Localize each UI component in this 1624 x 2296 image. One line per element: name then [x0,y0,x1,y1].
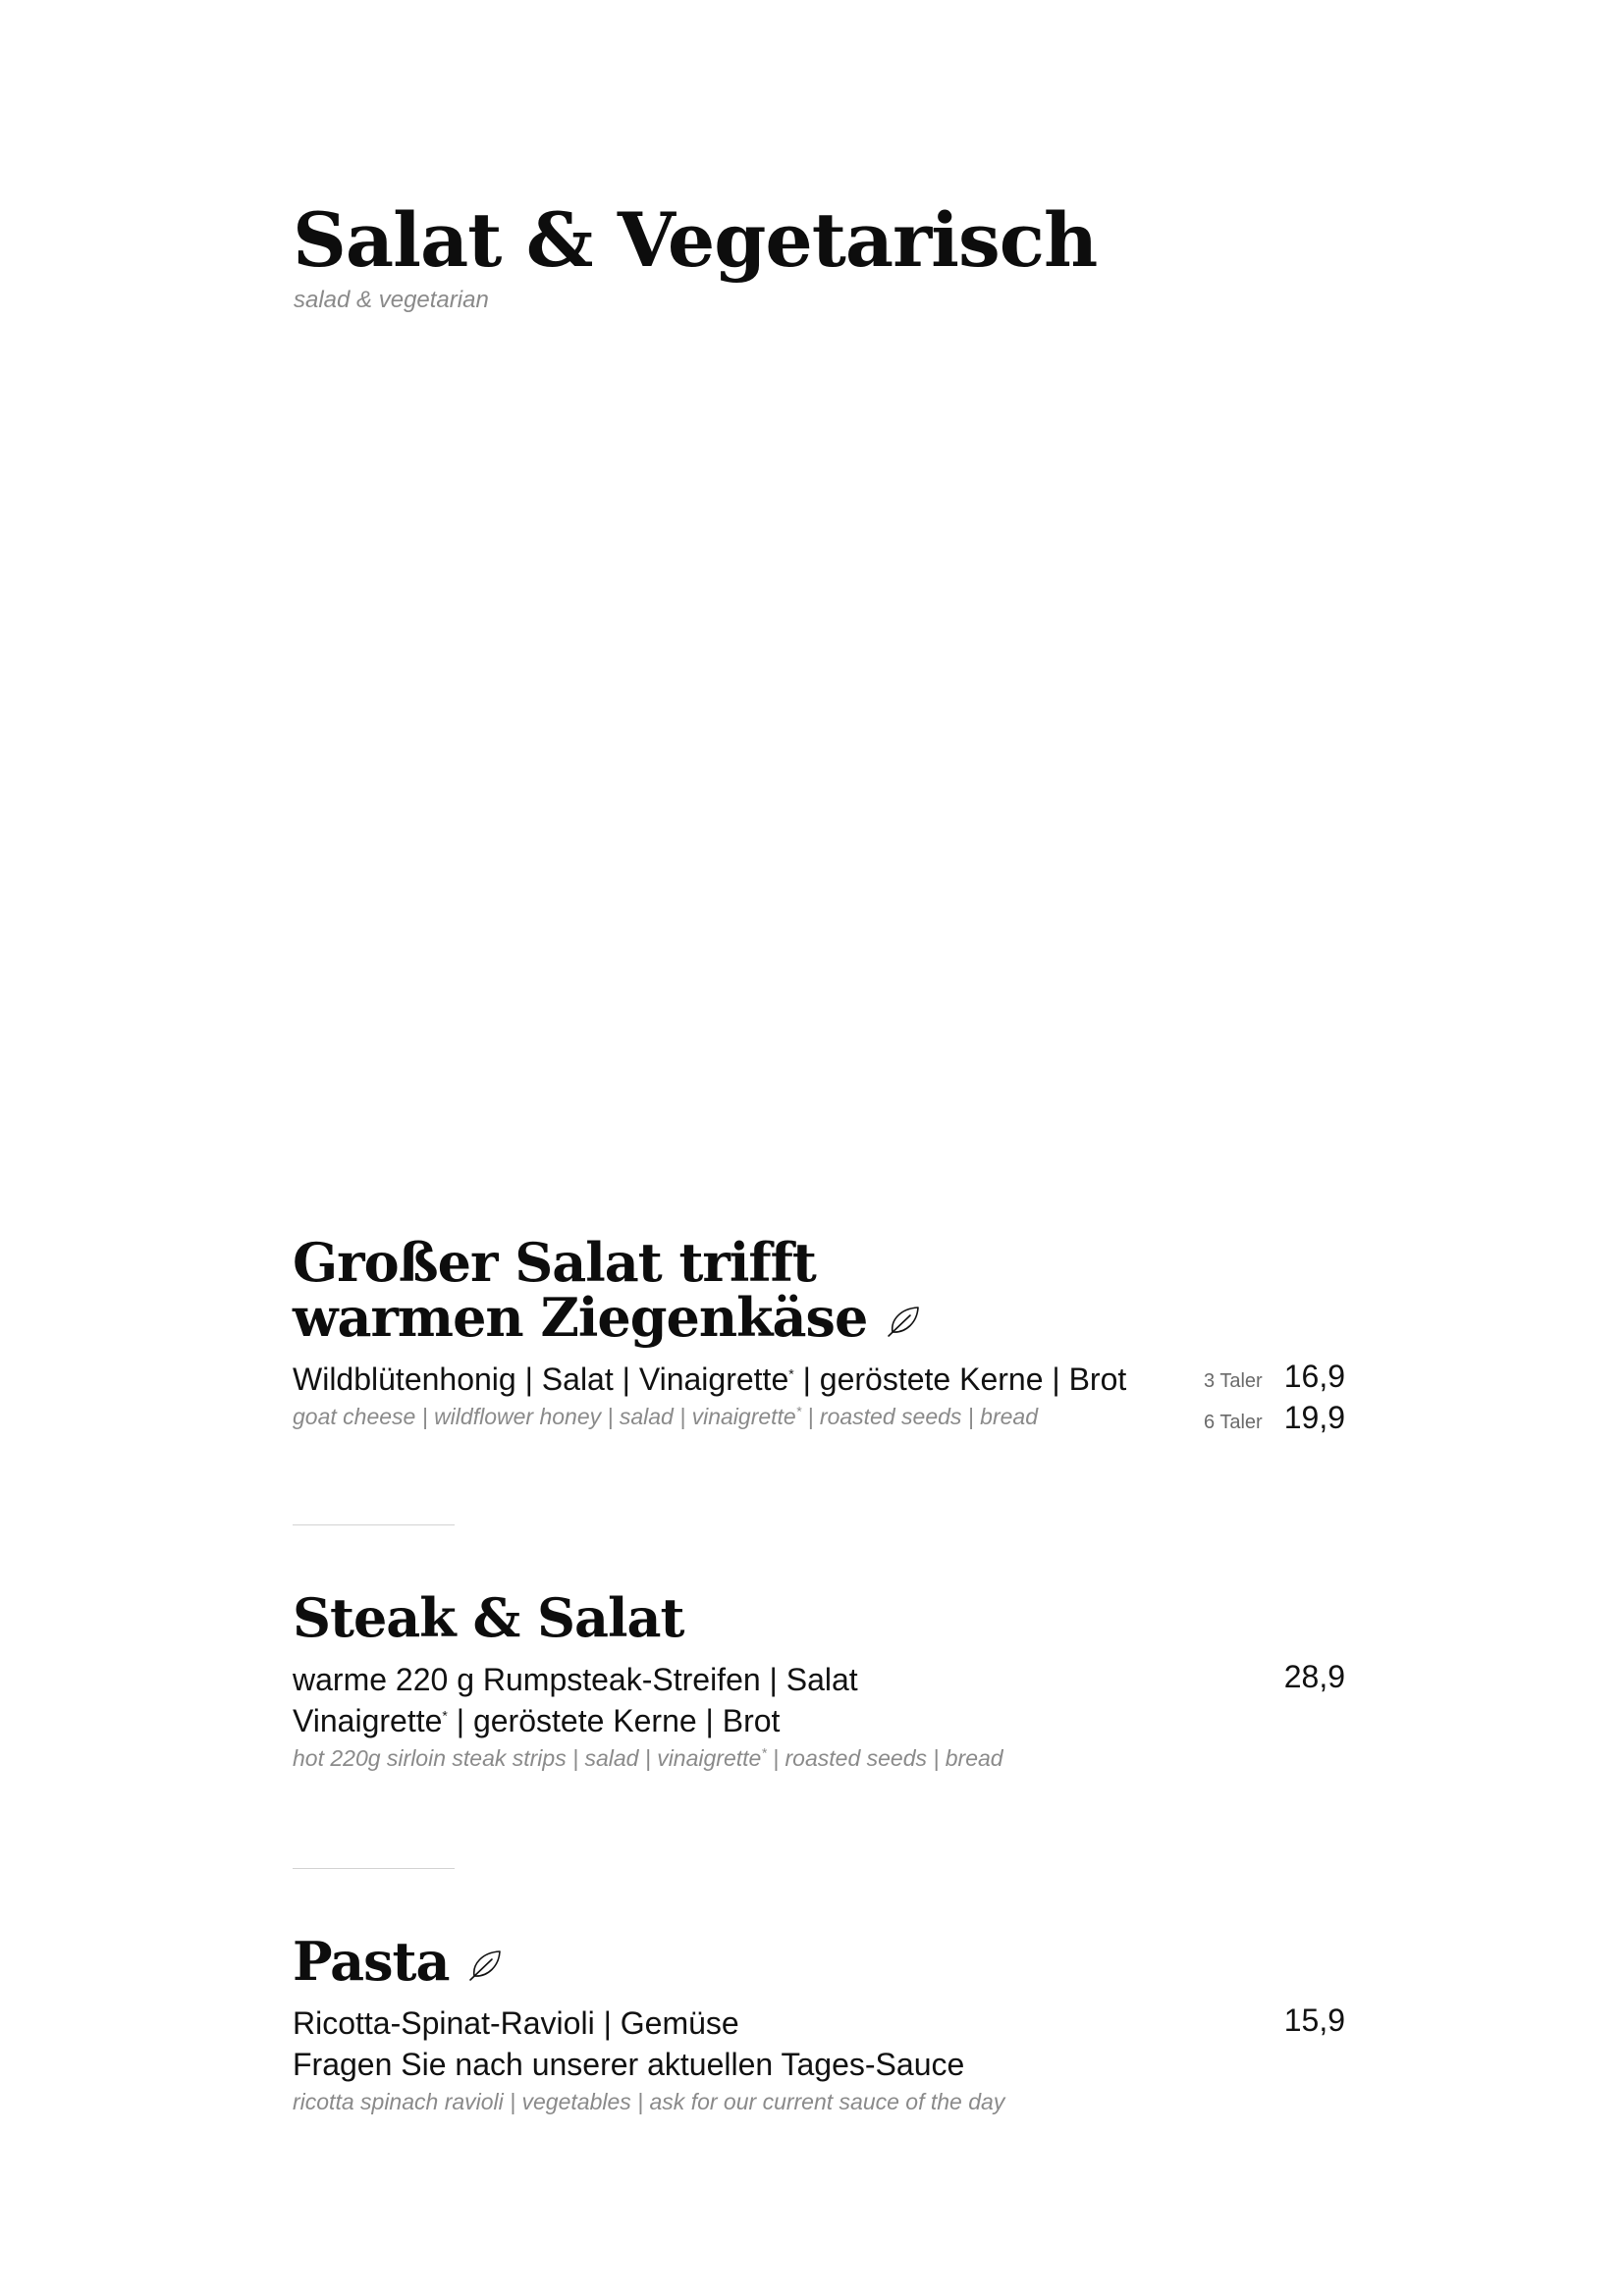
item-description-de: warme 220 g Rumpsteak-Streifen | Salat [293,1662,858,1697]
item-description-de: Fragen Sie nach unserer aktuellen Tages-Sauce [293,2047,965,2082]
item-title-line: Großer Salat trifft [293,1231,816,1294]
leaf-icon [887,1303,922,1338]
item-description-en: goat cheese | wildflower honey | salad | vinaigrette* | roasted seeds | bread [293,1403,1038,1429]
item-body [293,1659,1345,1775]
item-title: Pasta [293,1934,1345,1989]
item-body [293,2002,1345,2118]
item-description-de: Vinaigrette* | geröstete Kerne | Brot [293,1703,781,1738]
item-description-en: ricotta spinach ravioli | vegetables | ask for our current sauce of the day [293,2089,1005,2114]
item-body [293,1359,1345,1433]
item-title [293,1231,1345,1349]
item-description-en: hot 220g sirloin steak strips | salad | vinaigrette* | roasted seeds | bread [293,1744,1003,1771]
price: 28,9 [1283,1659,1345,1694]
price: 19,9 [1283,1400,1345,1435]
item-prices [1284,1659,1345,1700]
item-description-de: Ricotta-Spinat-Ravioli | Gemüse [293,2005,739,2041]
price-unit: 6 Taler [1204,1412,1263,1433]
price-row [1204,1359,1345,1400]
leaf-icon [468,1947,504,1982]
menu-item-steak-salad [293,1586,1345,1775]
item-prices [1204,1359,1345,1433]
item-prices [1284,2002,1345,2044]
price: 16,9 [1283,1359,1345,1394]
item-title: Steak & Salat [293,1586,684,1649]
price-row [1204,1400,1345,1433]
price-row [1284,2002,1345,2044]
section-divider [293,1524,455,1525]
section-divider [293,1868,455,1869]
menu-item-goat-cheese-salad [293,1231,1345,1435]
page-title: Salat & Vegetarisch [293,196,1098,284]
page-subtitle: salad & vegetarian [294,287,489,313]
menu-item-pasta [293,1930,1345,2118]
item-title-line: warmen Ziegenkäse [293,1286,868,1349]
price: 15,9 [1283,2002,1345,2038]
item-description-de: Wildblütenhonig | Salat | Vinaigrette* | geröstete Kerne | Brot [293,1362,1127,1397]
price-row [1284,1659,1345,1700]
price-unit: 3 Taler [1204,1370,1263,1392]
